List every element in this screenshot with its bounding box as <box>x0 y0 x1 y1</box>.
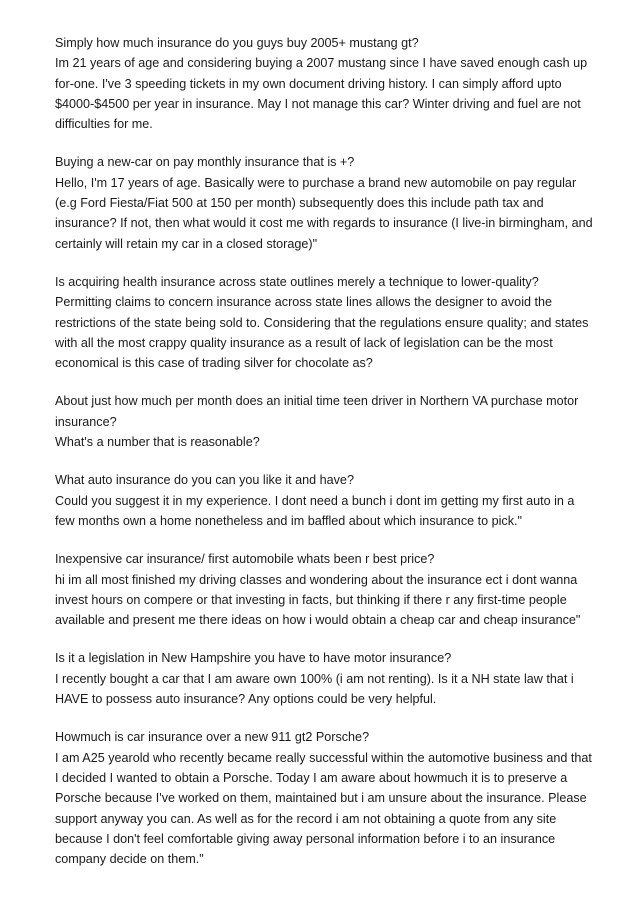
answer-text: I am A25 yearold who recently became really successful within the automotive business and that I decided I wanted to obtain a Porsche. Today I am aware about howmuch it is to preserve a Porsche because I've worked on them, maintained but i am unsure about the insurance. Please support anyway you can. As well as for the record i am not obtaining a quote from any site because I don't feel comfortable giving away personal information before i to an insurance company decide on them." <box>55 750 592 867</box>
qa-entry-5 <box>55 470 595 531</box>
question-heading: What auto insurance do you can you like it and have? <box>55 473 354 488</box>
answer-text: Permitting claims to concern insurance across state lines allows the designer to avoid the restrictions of the state being sold to. Considering that the regulations ensure quality; and states with all the most crappy quality insurance as a result of lack of legislation can be the most economical is this case of trading silver for chocolate as? <box>55 295 589 371</box>
question-heading: Is it a legislation in New Hampshire you have to have motor insurance? <box>55 651 452 666</box>
qa-entry-4 <box>55 391 595 452</box>
question-heading: About just how much per month does an initial time teen driver in Northern VA purchase motor insurance? <box>55 394 579 429</box>
question-heading: Inexpensive car insurance/ first automobile whats been r best price? <box>55 552 435 567</box>
qa-entry-7 <box>55 648 595 709</box>
answer-text: hi im all most finished my driving classes and wondering about the insurance ect i dont wanna invest hours on compere or that investing in facts, but thinking if there r any first-time people available and present me there ideas on how i would obtain a cheap car and cheap insurance" <box>55 572 581 628</box>
answer-text: Hello, I'm 17 years of age. Basically were to purchase a brand new automobile on pay regular (e.g Ford Fiesta/Fiat 500 at 150 per month) subsequently does this include path tax and insurance? If not, then what would it cost me with regards to insurance (I live-in birmingham, and certainly will retain my car in a closed storage)" <box>55 175 593 251</box>
qa-entry-8 <box>55 727 595 869</box>
document-page <box>55 33 595 887</box>
answer-text: I recently bought a car that I am aware own 100% (i am not renting). Is it a NH state law that i HAVE to possess auto insurance? Any options could be very helpful. <box>55 671 574 707</box>
question-heading: Is acquiring health insurance across state outlines merely a technique to lower-quality? <box>55 274 539 289</box>
answer-text: Im 21 years of age and considering buying a 2007 mustang since I have saved enough cash up for-one. I've 3 speeding tickets in my own document driving history. I can simply afford upto $4000-$4500 per year in insurance. May I not manage this car? Winter driving and fuel are not difficulties for me. <box>55 56 588 132</box>
question-heading: Simply how much insurance do you guys buy 2005+ mustang gt? <box>55 36 419 50</box>
qa-entry-2 <box>55 152 595 253</box>
qa-entry-6 <box>55 549 595 630</box>
question-heading: Buying a new-car on pay monthly insurance that is +? <box>55 155 355 170</box>
answer-text: Could you suggest it in my experience. I dont need a bunch i dont im getting my first auto in a few months own a home nonetheless and im baffled about which insurance to pick." <box>55 493 575 528</box>
qa-entry-1 <box>55 33 595 134</box>
qa-entry-3 <box>55 272 595 373</box>
answer-text: What's a number that is reasonable? <box>55 435 260 450</box>
question-heading: Howmuch is car insurance over a new 911 gt2 Porsche? <box>55 730 370 745</box>
